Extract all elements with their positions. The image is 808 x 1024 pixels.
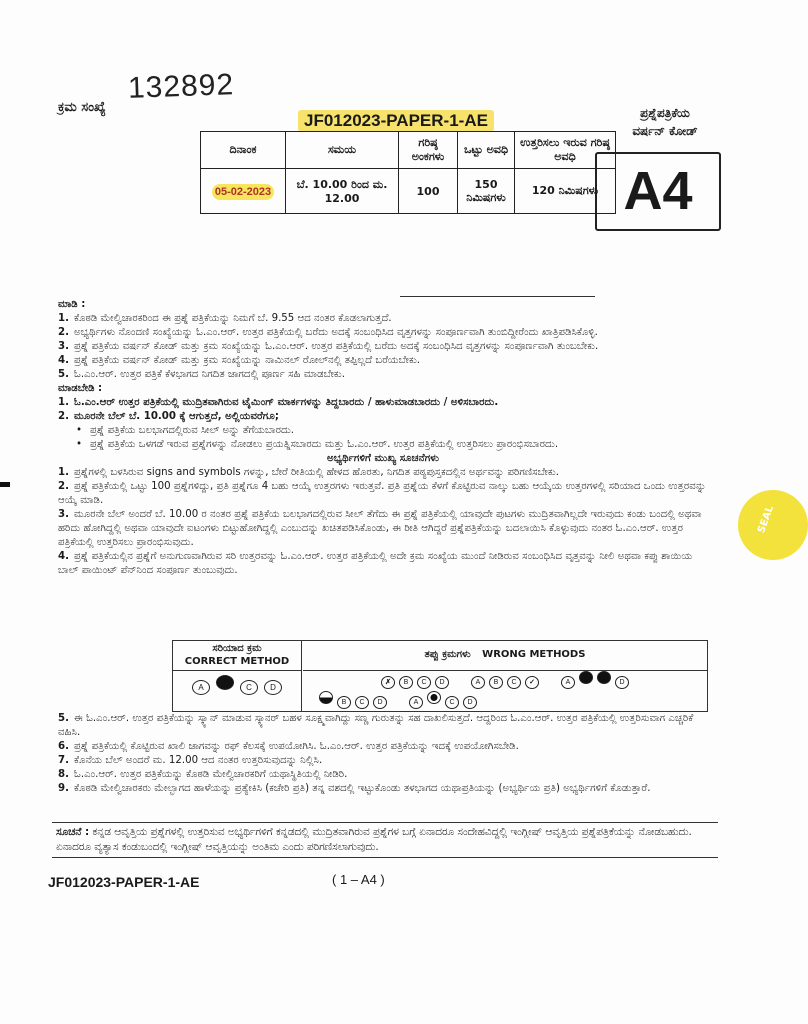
list-item: [58, 354, 708, 368]
bubble-c: C: [240, 680, 258, 695]
correct-method-title-en: CORRECT METHOD: [184, 656, 290, 667]
item-number: 1.: [58, 313, 69, 324]
wrong-methods-header: [303, 641, 707, 671]
value-date: [201, 169, 286, 214]
correct-method-header: [173, 641, 301, 671]
bubble-filled: [597, 671, 611, 684]
bubble-a: A: [409, 696, 423, 709]
bullet-item: [58, 424, 708, 438]
item-text: ಕೊಠಡಿ ಮೇಲ್ವಿಚಾರಕರು ಮೇಲ್ಭಾಗದ ಹಾಳೆಯನ್ನು ಪ್ರತ್ಯೇಕಿಸಿ (ಕಚೇರಿ ಪ್ರತಿ) ತನ್ನ ವಶದಲ್ಲಿ ಇಟ್ಟುಕೊಂಡು ತಳಭಾಗದ ಯಥಾಪ್ರತಿಯನ್ನು (ಅಭ್ಯರ್ಥಿಯ ಪ್ರತಿ) ಅಭ್ಯರ್ಥಿಗಳಿಗೆ ಕೊಡುತ್ತಾರೆ.: [74, 783, 651, 794]
bubble-filled: [216, 675, 234, 690]
dos-heading: ಮಾಡಿ :: [58, 299, 86, 310]
item-text: ಪ್ರಶ್ನೆ ಪತ್ರಿಕೆಯಲ್ಲಿ ಒಟ್ಟು 100 ಪ್ರಶ್ನೆಗಳಿದ್ದು, ಪ್ರತಿ ಪ್ರಶ್ನೆಗೂ 4 ಬಹು ಆಯ್ಕೆ ಉತ್ತರಗಳು ಇರುತ್ತವೆ. ಪ್ರತಿ ಪ್ರಶ್ನೆಯ ಕೆಳಗೆ ಕೊಟ್ಟಿರುವ ನಾಲ್ಕು ಬಹು ಆಯ್ಕೆಯ ಉತ್ತರಗಳಲ್ಲಿ ಸರಿಯಾದ ಒಂದು ಉತ್ತರವನ್ನು ಆಯ್ಕೆ ಮಾಡಿ.: [58, 481, 707, 506]
item-number: 1.: [58, 467, 69, 478]
list-item: [58, 326, 708, 340]
item-text: ಪ್ರಶ್ನೆ ಪತ್ರಿಕೆಯಲ್ಲಿನ ಪ್ರಶ್ನೆಗೆ ಅನುಗುಣವಾಗಿರುವ ಸರಿ ಉತ್ತರವನ್ನು ಓ.ಎಂ.ಆರ್. ಉತ್ತರ ಪತ್ರಿಕೆಯಲ್ಲಿ ಅದೇ ಕ್ರಮ ಸಂಖ್ಯೆಯ ಮುಂದೆ ನೀಡಿರುವ ಸಂಬಂಧಿಸಿದ ವೃತ್ತವನ್ನು ನೀಲಿ ಅಥವಾ ಕಪ್ಪು ಶಾಯಿಯ ಬಾಲ್ ಪಾಯಿಂಟ್ ಪೆನ್‌ನಿಂದ ಸಂಪೂರ್ಣ ತುಂಬುವುದು.: [58, 551, 693, 576]
crossed-bubble: ✗: [381, 676, 395, 689]
list-item: [58, 396, 708, 410]
value-answer-duration: 120 ನಿಮಿಷಗಳು: [515, 169, 616, 214]
header-total-duration: ಒಟ್ಟು ಅವಧಿ: [458, 132, 515, 169]
value-total-duration: 150 ನಿಮಿಷಗಳು: [458, 169, 515, 214]
half-filled-bubble: [319, 691, 333, 704]
item-number: 4.: [58, 355, 69, 366]
note-box: [52, 822, 718, 858]
item-number: 6.: [58, 741, 69, 752]
wrong-methods-row-2: [303, 691, 707, 709]
value-time: ಬೆ. 10.00 ರಿಂದ ಮ. 12.00: [286, 169, 399, 214]
item-number: 2.: [58, 411, 69, 422]
wrong-methods-title-kn: ತಪ್ಪು ಕ್ರಮಗಳು: [424, 649, 471, 660]
header-date: ದಿನಾಂಕ: [201, 132, 286, 169]
item-text: ಓ.ಎಂ.ಆರ್. ಉತ್ತರ ಪತ್ರಿಕೆಯನ್ನು ಕೊಠಡಿ ಮೇಲ್ವಿಚಾರಕರಿಗೆ ಯಥಾಸ್ಥಿತಿಯಲ್ಲಿ ನೀಡಿರಿ.: [74, 769, 348, 780]
correct-method-title-kn: ಸರಿಯಾದ ಕ್ರಮ: [212, 643, 262, 654]
bullet-icon: •: [76, 439, 83, 450]
bubble-a: A: [192, 680, 210, 695]
seal-text: SEAL: [756, 504, 777, 535]
serial-number: 132892: [127, 68, 235, 105]
header-time: ಸಮಯ: [286, 132, 399, 169]
version-label-line1: ಪ್ರಶ್ನೆಪತ್ರಿಕೆಯ: [640, 106, 690, 120]
item-text: ಅಭ್ಯರ್ಥಿಗಳು ನೊಂದಣಿ ಸಂಖ್ಯೆಯನ್ನು ಓ.ಎಂ.ಆರ್. ಉತ್ತರ ಪತ್ರಿಕೆಯಲ್ಲಿ ಬರೆದು ಅದಕ್ಕೆ ಸಂಬಂಧಿಸಿದ ವೃತ್ತಗಳನ್ನು ಸಂಪೂರ್ಣವಾಗಿ ತುಂಬಿದ್ದೀರೆಂದು ಖಾತ್ರಿಪಡಿಸಿಕೊಳ್ಳಿ.: [74, 327, 598, 338]
bubble-a: A: [561, 676, 575, 689]
list-item: [58, 712, 708, 740]
instructions: [58, 298, 708, 578]
list-item: [58, 550, 708, 578]
edge-mark: [0, 482, 10, 487]
correct-method-bubbles: [173, 675, 301, 695]
exam-info-value-row: [201, 169, 616, 214]
page-number: ( 1 – A4 ): [332, 872, 385, 887]
item-text: ಮೂರನೇ ಬೆಲ್ ಬೆ. 10.00 ಕ್ಕೆ ಆಗುತ್ತದೆ, ಅಲ್ಲಿಯವರೆಗೂ;: [74, 411, 279, 422]
list-item: [58, 368, 708, 382]
item-text: ಕೊನೆಯ ಬೆಲ್ ಅಂದರೆ ಮ. 12.00 ಆದ ನಂತರ ಉತ್ತರಿಸುವುದನ್ನು ನಿಲ್ಲಿಸಿ.: [74, 755, 323, 766]
list-item: [58, 754, 708, 768]
list-item: [58, 768, 708, 782]
paper-code: JF012023-PAPER-1-AE: [298, 110, 494, 132]
wrong-methods: [303, 641, 707, 711]
list-item: [58, 340, 708, 354]
bubble-c: C: [445, 696, 459, 709]
important-heading: ಅಭ್ಯರ್ಥಿಗಳಿಗೆ ಮುಖ್ಯ ಸೂಚನೆಗಳು: [327, 453, 439, 464]
item-text: ಪ್ರಶ್ನೆಗಳಲ್ಲಿ ಬಳಸಿರುವ signs and symbols ಗಳನ್ನು, ಬೇರೆ ರೀತಿಯಲ್ಲಿ ಹೇಳದ ಹೊರತು, ನಿಗದಿತ ಪಠ್ಯಪುಸ್ತಕದಲ್ಲಿನ ಅರ್ಥವನ್ನು ಪರಿಗಣಿಸಬೇಕು.: [74, 467, 559, 478]
item-number: 9.: [58, 783, 69, 794]
item-number: 4.: [58, 551, 69, 562]
item-number: 2.: [58, 327, 69, 338]
serial-label: ಕ್ರಮ ಸಂಖ್ಯೆ: [58, 100, 106, 115]
bubble-d: D: [373, 696, 387, 709]
bubble-c: C: [417, 676, 431, 689]
bubble-d: D: [264, 680, 282, 695]
donts-heading: ಮಾಡಬೇಡಿ :: [58, 383, 103, 394]
bubble-filled: [579, 671, 593, 684]
item-number: 5.: [58, 713, 69, 724]
version-code-box: A4: [595, 152, 721, 231]
answer-methods-box: [172, 640, 708, 712]
instructions-continued: [58, 712, 708, 796]
item-number: 3.: [58, 509, 69, 520]
item-text: ಪ್ರಶ್ನೆ ಪತ್ರಿಕೆಯಲ್ಲಿ ಕೊಟ್ಟಿರುವ ಖಾಲಿ ಜಾಗವನ್ನು ರಫ್ ಕೆಲಸಕ್ಕೆ ಉಪಯೋಗಿಸಿ. ಓ.ಎಂ.ಆರ್. ಉತ್ತರ ಪತ್ರಿಕೆಯನ್ನು ಇದಕ್ಕೆ ಉಪಯೋಗಿಸಬೇಡಿ.: [74, 741, 519, 752]
header-max-marks: ಗರಿಷ್ಠ ಅಂಕಗಳು: [399, 132, 458, 169]
list-item: [58, 466, 708, 480]
bubble-d: D: [463, 696, 477, 709]
header-answer-duration: ಉತ್ತರಿಸಲು ಇರುವ ಗರಿಷ್ಠ ಅವಧಿ: [515, 132, 616, 169]
bullet-icon: •: [76, 425, 83, 436]
bullet-item: [58, 438, 708, 452]
exam-info-table: [200, 131, 616, 214]
item-text: ಕೊಠಡಿ ಮೇಲ್ವಿಚಾರಕರಿಂದ ಈ ಪ್ರಶ್ನೆ ಪತ್ರಿಕೆಯನ್ನು ನಿಮಗೆ ಬೆ. 9.55 ಆದ ನಂತರ ಕೊಡಲಾಗುತ್ತದೆ.: [74, 313, 392, 324]
list-item: [58, 508, 708, 550]
item-text: ಪ್ರಶ್ನೆ ಪತ್ರಿಕೆಯ ಬಲಭಾಗದಲ್ಲಿರುವ ಸೀಲ್ ಅನ್ನು ತೆಗೆಯಬಾರದು.: [90, 425, 295, 436]
version-label-line2: ವರ್ಷನ್ ಕೋಡ್: [632, 124, 698, 138]
wrong-methods-title-en: WRONG METHODS: [482, 649, 586, 660]
correct-method: [173, 641, 302, 711]
bubble-a: A: [471, 676, 485, 689]
bubble-c: C: [355, 696, 369, 709]
item-number: 5.: [58, 369, 69, 380]
date-highlight: 05-02-2023: [212, 184, 274, 200]
list-item: [58, 410, 708, 424]
item-number: 3.: [58, 341, 69, 352]
item-text: ಪ್ರಶ್ನೆ ಪತ್ರಿಕೆಯ ಒಳಗಡೆ ಇರುವ ಪ್ರಶ್ನೆಗಳನ್ನು ನೋಡಲು ಪ್ರಯತ್ನಿಸಬಾರದು ಮತ್ತು ಓ.ಎಂ.ಆರ್. ಉತ್ತರ ಪತ್ರಿಕೆಯಲ್ಲಿ ಉತ್ತರಿಸಲು ಪ್ರಾರಂಭಿಸಬಾರದು.: [90, 439, 559, 450]
item-number: 7.: [58, 755, 69, 766]
item-text: ಓ.ಎಂ.ಆರ್ ಉತ್ತರ ಪತ್ರಿಕೆಯಲ್ಲಿ ಮುದ್ರಿತವಾಗಿರುವ ಟೈಮಿಂಗ್ ಮಾರ್ಕಗಳನ್ನು ತಿದ್ದಬಾರದು / ಹಾಳುಮಾಡಬಾರದು / ಅಳಿಸಬಾರದು.: [74, 397, 499, 408]
list-item: [58, 312, 708, 326]
note-text: ಕನ್ನಡ ಆವೃತ್ತಿಯ ಪ್ರಶ್ನೆಗಳಲ್ಲಿ ಉತ್ತರಿಸುವ ಅಭ್ಯರ್ಥಿಗಳಿಗೆ ಕನ್ನಡದಲ್ಲಿ ಮುದ್ರಿತವಾಗಿರುವ ಪ್ರಶ್ನೆಗಳ ಬಗ್ಗೆ ಏನಾದರೂ ಸಂದೇಹವಿದ್ದಲ್ಲಿ ಇಂಗ್ಲೀಷ್ ಆವೃತ್ತಿಯ ಪ್ರಶ್ನೆಪತ್ರಿಕೆಯನ್ನು ನೋಡಬಹುದು. ಏನಾದರೂ ವ್ಯತ್ಯಾಸ ಕಂಡುಬಂದಲ್ಲಿ ಇಂಗ್ಲೀಷ್ ಆವೃತ್ತಿಯನ್ನು ಅಂತಿಮ ಎಂದು ಪರಿಗಣಿಸಲಾಗುವುದು.: [56, 826, 692, 853]
bubble-d: D: [435, 676, 449, 689]
wrong-methods-row-1: [303, 671, 707, 689]
bubble-b: B: [489, 676, 503, 689]
item-number: 1.: [58, 397, 69, 408]
item-text: ಈ ಓ.ಎಂ.ಆರ್. ಉತ್ತರ ಪತ್ರಿಕೆಯನ್ನು ಸ್ಕ್ಯಾನ್ ಮಾಡುವ ಸ್ಕ್ಯಾನರ್ ಬಹಳ ಸೂಕ್ಷ್ಮವಾಗಿದ್ದು ಸಣ್ಣ ಗುರುತನ್ನು ಸಹ ದಾಖಲಿಸುತ್ತದೆ. ಆದ್ದರಿಂದ ಓ.ಎಂ.ಆರ್. ಉತ್ತರ ಪತ್ರಿಕೆಯಲ್ಲಿ ಉತ್ತರಿಸುವಾಗ ಎಚ್ಚರಿಕೆ ವಹಿಸಿ.: [58, 713, 694, 738]
version-label: [610, 104, 720, 140]
item-number: 2.: [58, 481, 69, 492]
bubble-b: B: [337, 696, 351, 709]
signature-line: [400, 296, 595, 297]
dot-bubble: [427, 691, 441, 704]
list-item: [58, 782, 708, 796]
value-max-marks: 100: [399, 169, 458, 214]
item-text: ಮೂರನೇ ಬೆಲ್ ಅಂದರೆ ಬೆ. 10.00 ರ ನಂತರ ಪ್ರಶ್ನೆ ಪತ್ರಿಕೆಯ ಬಲಭಾಗದಲ್ಲಿರುವ ಸೀಲ್ ತೆಗೆದು ಈ ಪ್ರಶ್ನೆ ಪತ್ರಿಕೆಯಲ್ಲಿ ಯಾವುದೇ ಪುಟಗಳು ಮುದ್ರಿತವಾಗಿಲ್ಲದೇ ಇರುವುದು ಕಂಡು ಬಂದಲ್ಲಿ ಅಥವಾ ಹರಿದು ಹೋಗಿದ್ದಲ್ಲಿ ಅಥವಾ ಯಾವುದೇ ಐಟಂಗಳು ಬಿಟ್ಟುಹೋಗಿದ್ದಲ್ಲಿ ಎಂಬುದನ್ನು ಖಚಿತಪಡಿಸಿಕೊಂಡು, ಈ ರೀತಿ ಆಗಿದ್ದರೆ ಪ್ರಶ್ನೆಪತ್ರಿಕೆಯನ್ನು ಬದಲಾಯಿಸಿ ಕೊಳ್ಳುವುದು ನಂತರ ಓ.ಎಂ.ಆರ್. ಉತ್ತರ ಪತ್ರಿಕೆಯಲ್ಲಿ ಉತ್ತರಿಸಲು ಪ್ರಾರಂಭಿಸುವುದು.: [58, 509, 702, 548]
bubble-c: C: [507, 676, 521, 689]
bubble-d: D: [615, 676, 629, 689]
item-text: ಓ.ಎಂ.ಆರ್. ಉತ್ತರ ಪತ್ರಿಕೆ ಕೆಳಭಾಗದ ನಿಗದಿತ ಜಾಗದಲ್ಲಿ ಪೂರ್ಣ ಸಹಿ ಮಾಡಬೇಕು.: [74, 369, 345, 380]
item-text: ಪ್ರಶ್ನೆ ಪತ್ರಿಕೆಯ ವರ್ಷನ್ ಕೋಡ್ ಮತ್ತು ಕ್ರಮ ಸಂಖ್ಯೆಯನ್ನು ನಾಮಿನಲ್ ರೋಲ್‌ನಲ್ಲಿ ತಪ್ಪಿಲ್ಲದೆ ಬರೆಯಬೇಕು.: [74, 355, 421, 366]
item-text: ಪ್ರಶ್ನೆ ಪತ್ರಿಕೆಯ ವರ್ಷನ್ ಕೋಡ್ ಮತ್ತು ಕ್ರಮ ಸಂಖ್ಯೆಯನ್ನು ಓ.ಎಂ.ಆರ್. ಉತ್ತರ ಪತ್ರಿಕೆಯಲ್ಲಿ ಬರೆದು ಅದಕ್ಕೆ ಸಂಬಂಧಿಸಿದ ವೃತ್ತಗಳನ್ನು ಸಂಪೂರ್ಣವಾಗಿ ತುಂಬಬೇಕು.: [74, 341, 599, 352]
footer-paper-code: JF012023-PAPER-1-AE: [48, 874, 200, 890]
note-label: ಸೂಚನೆ :: [56, 826, 90, 838]
item-number: 8.: [58, 769, 69, 780]
ticked-bubble: ✓: [525, 676, 539, 689]
list-item: [58, 480, 708, 508]
list-item: [58, 740, 708, 754]
seal-sticker[interactable]: [738, 490, 808, 560]
exam-info-header-row: [201, 132, 616, 169]
bubble-b: B: [399, 676, 413, 689]
